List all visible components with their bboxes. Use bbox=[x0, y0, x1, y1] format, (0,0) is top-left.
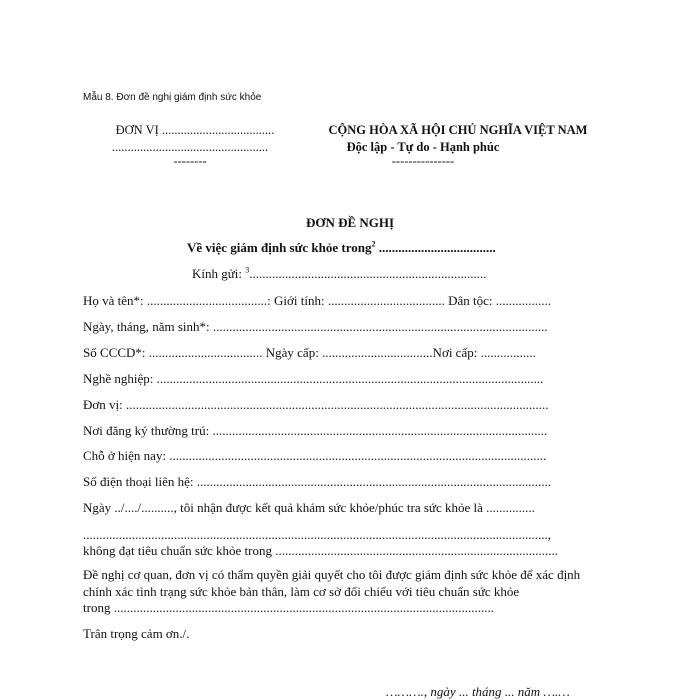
subtitle-text: Về việc giám định sức khỏe trong bbox=[187, 240, 372, 255]
field-name-gender-ethnicity: Họ và tên*: .....................................: Giới tính: .................................... Dân tộc: ................. bbox=[83, 293, 551, 308]
closing-thanks: Trân trọng cảm ơn./. bbox=[83, 626, 190, 641]
recipient-dots: ......................................................................... bbox=[249, 266, 487, 281]
field-occupation: Nghề nghiệp: ....................................................................................................................... bbox=[83, 371, 544, 386]
field-exam-result: Ngày ../..../.........., tôi nhận được kết quả khám sức khỏe/phúc tra sức khỏe là ............... bbox=[83, 500, 535, 515]
recipient-line bbox=[192, 266, 487, 282]
body-request-line-3: trong ..................................................................................................................... bbox=[83, 600, 494, 615]
national-title: CỘNG HÒA XÃ HỘI CHỦ NGHĨA VIỆT NAM bbox=[328, 123, 588, 137]
subtitle-dots: .................................... bbox=[378, 240, 496, 255]
org-unit-line: ĐƠN VỊ .................................... bbox=[115, 123, 275, 137]
form-label: Mẫu 8. Đơn đề nghị giám định sức khỏe bbox=[83, 92, 262, 103]
body-dots-line: ..............................................................................................................................................., bbox=[83, 527, 551, 542]
org-unit-dots: .................................................. bbox=[111, 140, 269, 154]
recipient-footnote-mark: 3 bbox=[245, 265, 250, 275]
national-divider: --------------- bbox=[391, 154, 455, 168]
body-request-line-1: Đề nghị cơ quan, đơn vị có thẩm quyền giải quyết cho tôi được giám định sức khỏe để xác định bbox=[83, 567, 581, 582]
field-permanent-residence: Nơi đăng ký thường trú: ....................................................................................................... bbox=[83, 423, 548, 438]
recipient-label: Kính gửi: bbox=[192, 266, 243, 281]
national-motto: Độc lập - Tự do - Hạnh phúc bbox=[346, 140, 500, 154]
field-current-residence: Chỗ ở hiện nay: .................................................................................................................... bbox=[83, 448, 547, 463]
document-subtitle bbox=[187, 240, 496, 256]
field-id-card: Số CCCD*: ................................... Ngày cấp: ..................................Nơi cấp: ................. bbox=[83, 345, 536, 360]
body-standard-line: không đạt tiêu chuẩn sức khỏe trong ....................................................................................... bbox=[83, 543, 559, 558]
field-date-of-birth: Ngày, tháng, năm sinh*: ....................................................................................................... bbox=[83, 319, 548, 334]
field-unit: Đơn vị: .................................................................................................................................. bbox=[83, 397, 549, 412]
document-title: ĐƠN ĐỀ NGHỊ bbox=[305, 215, 395, 230]
body-request-line-2: chính xác tình trạng sức khỏe bản thân, làm cơ sở đối chiếu với tiêu chuẩn sức khỏe bbox=[83, 584, 520, 599]
subtitle-footnote-mark: 2 bbox=[371, 239, 376, 249]
field-phone: Số điện thoại liên hệ: ............................................................................................................. bbox=[83, 474, 551, 489]
org-unit-divider: -------- bbox=[173, 154, 207, 168]
date-place-line: ………., ngày ... tháng ... năm ….… bbox=[386, 684, 570, 699]
